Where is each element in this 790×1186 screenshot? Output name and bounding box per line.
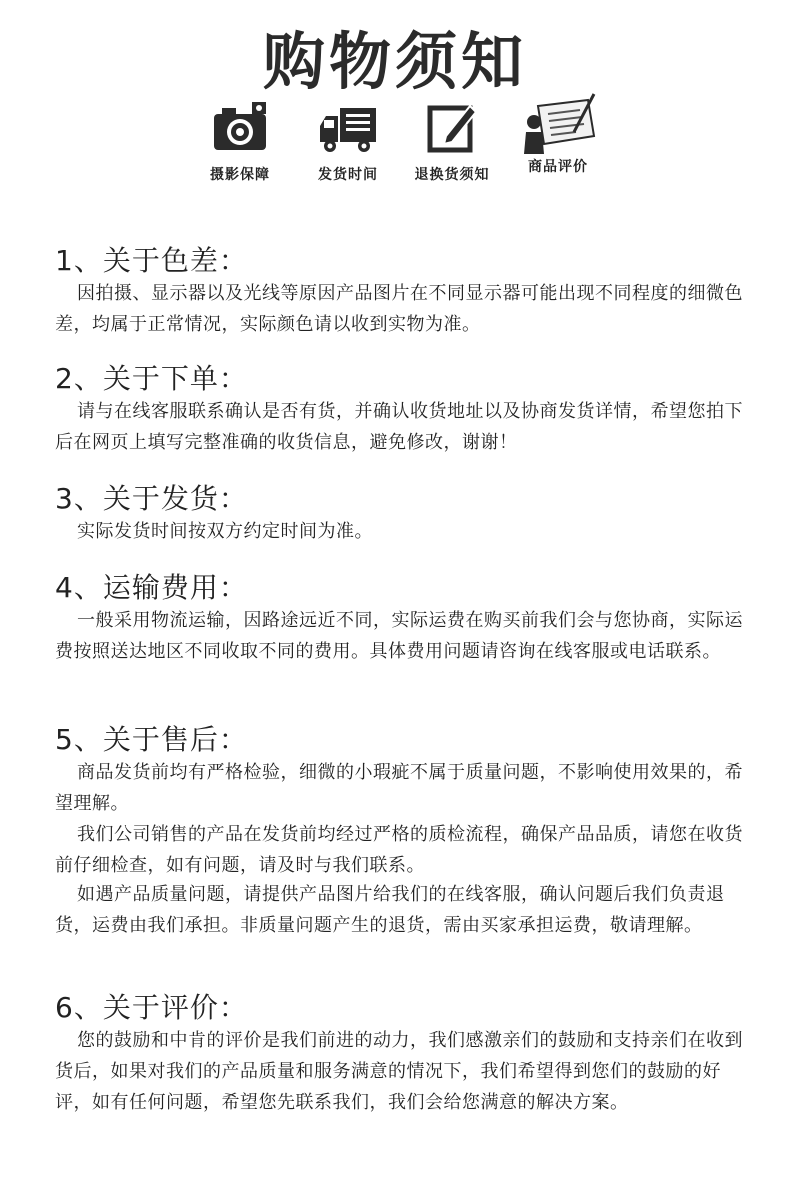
section-paragraph: 一般采用物流运输，因路途远近不同，实际运费在购买前我们会与您协商，实际运费按照送达地区不同收取不同的费用。具体费用问题请咨询在线客服或电话联系。 [55,610,743,662]
edit-icon [424,100,480,156]
section-paragraph: 如遇产品质量问题，请提供产品图片给我们的在线客服，确认问题后我们负责退货，运费由我们承担。非质量问题产生的退货，需由买家承担运费，敬请理解。 [55,884,725,936]
camera-icon [210,100,270,156]
icon-item-returns [402,100,502,184]
section-title-after-sales: 5、关于售后： [55,723,248,756]
truck-icon [316,100,380,156]
section-title-shipping: 3、关于发货： [55,482,248,515]
section-paragraph: 我们公司销售的产品在发货前均经过严格的质检流程，确保产品品质，请您在收货前仔细检查，如有问题，请及时与我们联系。 [55,824,743,876]
section-paragraph: 实际发货时间按双方约定时间为准。 [77,521,373,542]
icon-label: 摄影保障 [210,167,270,183]
section-title-reviews: 6、关于评价： [55,991,248,1024]
icon-label: 退换货须知 [414,167,490,183]
section-paragraph: 商品发货前均有严格检验，细微的小瑕疵不属于质量问题，不影响使用效果的，希望理解。 [55,762,743,814]
icon-label: 发货时间 [318,167,378,183]
section-title-ordering: 2、关于下单： [55,362,248,395]
section-title-shipping-cost: 4、运输费用： [55,571,248,604]
icon-label: 商品评价 [528,159,588,175]
icon-row [190,100,610,200]
icon-item-photo [190,100,290,184]
page-title: 购物须知 [262,25,527,98]
section-paragraph: 您的鼓励和中肯的评价是我们前进的动力，我们感激亲们的鼓励和支持亲们在收到货后，如果对我们的产品质量和服务满意的情况下，我们希望得到您们的鼓励的好评，如有任何问题，希望您先联系我们，我们会给您满意的解决方案。 [55,1030,743,1113]
review-icon [518,92,598,156]
section-title-color-difference: 1、关于色差： [55,244,248,277]
section-paragraph: 请与在线客服联系确认是否有货，并确认收货地址以及协商发货详情，希望您拍下后在网页上填写完整准确的收货信息，避免修改，谢谢！ [55,401,743,453]
section-paragraph: 因拍摄、显示器以及光线等原因产品图片在不同显示器可能出现不同程度的细微色差，均属于正常情况，实际颜色请以收到实物为准。 [55,283,743,335]
icon-item-shipping [298,100,398,184]
icon-item-review [508,100,608,176]
